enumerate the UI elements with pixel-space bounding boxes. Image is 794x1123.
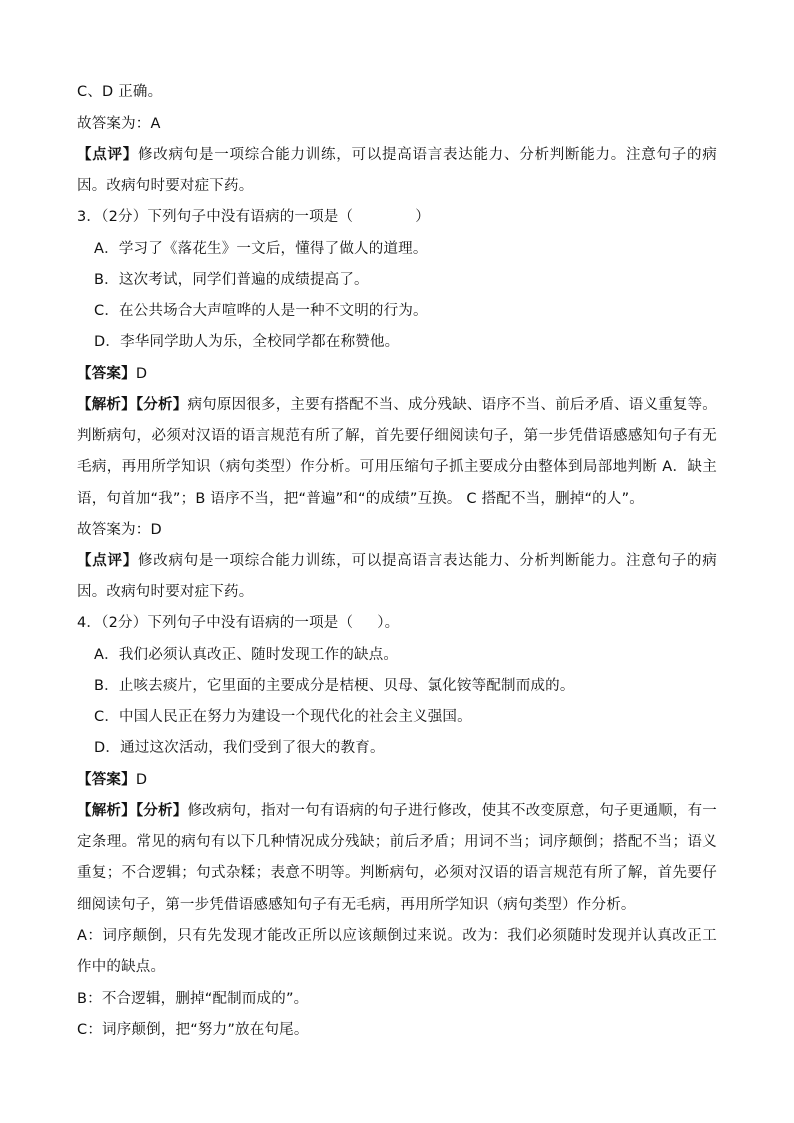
question-4-stem — [77, 614, 717, 632]
question-3-analysis-line: 判断病句，必须对汉语的语言规范有所了解，首先要仔细阅读句子，第一步凭借语感感知句子有无 — [77, 428, 717, 444]
question-4-option-d: D．通过这次活动，我们受到了很大的教育。 — [94, 740, 385, 756]
question-3-analysis-line: 语，句首加“我”；B 语序不当，把“普遍”和“的成绩”互换。 C 搭配不当，删掉“的人”。 — [77, 491, 644, 507]
question-4-note-a: A：词序颠倒，只有先发现才能改正所以应该颠倒过来说。改为：我们必须随时发现并认真改正工 — [77, 928, 717, 944]
analysis-tag: 【解析】【分析】 — [77, 397, 188, 413]
question-stem-close: ） — [415, 209, 430, 225]
answer-value: D — [135, 772, 148, 788]
question-4-option-b: B．止咳去痰片，它里面的主要成分是桔梗、贝母、氯化铵等配制而成的。 — [94, 678, 575, 694]
prev-text-line: C、D 正确。 — [77, 84, 163, 100]
answer-tag: 【答案】 — [77, 772, 136, 788]
question-4-option-c: C．中国人民正在努力为建设一个现代化的社会主义强国。 — [94, 709, 472, 725]
question-4-analysis-line: 定条理。常见的病句有以下几种情况成分残缺；前后矛盾；用词不当；词序颠倒；搭配不当；语义 — [77, 834, 717, 850]
question-3-option-d: D．李华同学助人为乐，全校同学都在称赞他。 — [94, 334, 400, 350]
analysis-text: 修改病句，指对一句有语病的句子进行修改，使其不改变原意，句子更通顺，有一 — [187, 803, 717, 819]
question-3-option-c: C．在公共场合大声喧哗的人是一种不文明的行为。 — [94, 303, 428, 319]
comment-text: 修改病句是一项综合能力训练，可以提高语言表达能力、分析判断能力。注意句子的病 — [138, 553, 717, 569]
question-4-note-b: B：不合逻辑，删掉“配制而成的”。 — [77, 991, 309, 1007]
answer-tag: 【答案】 — [77, 366, 136, 382]
question-3-comment-continued: 因。改病句时要对症下药。 — [77, 584, 254, 600]
question-3-option-a: A．学习了《落花生》一文后，懂得了做人的道理。 — [94, 241, 428, 257]
question-stem-text: 3．（2分）下列句子中没有语病的一项是（ — [77, 209, 354, 225]
question-3-answer — [77, 365, 717, 383]
question-4-note-a-continued: 作中的缺点。 — [77, 959, 166, 975]
question-3-analysis-line: 毛病，再用所学知识（病句类型）作分析。可用压缩句子抓主要成分由整体到局部地判断 A．缺主 — [77, 459, 717, 475]
question-4-analysis-line: 重复；不合逻辑；句式杂糅；表意不明等。判断病句，必须对汉语的语言规范有所了解，首先要仔 — [77, 865, 717, 881]
question-stem-text: 4．（2分）下列句子中没有语病的一项是（ — [77, 615, 354, 631]
comment-text: 修改病句是一项综合能力训练，可以提高语言表达能力、分析判断能力。注意句子的病 — [138, 147, 717, 163]
prev-comment-continued: 因。改病句时要对症下药。 — [77, 178, 254, 194]
prev-answer-label: 故答案为：A — [77, 116, 161, 132]
comment-tag: 【点评】 — [77, 553, 139, 569]
question-4-answer — [77, 771, 717, 789]
prev-comment — [77, 146, 717, 164]
question-4-analysis — [77, 802, 717, 820]
question-4-analysis-line: 细阅读句子，第一步凭借语感感知句子有无毛病，再用所学知识（病句类型）作分析。 — [77, 897, 636, 913]
question-3-answer-label: 故答案为：D — [77, 522, 162, 538]
question-4-note-c: C：词序颠倒，把“努力”放在句尾。 — [77, 1022, 309, 1038]
question-3-analysis — [77, 396, 717, 414]
analysis-text: 病句原因很多，主要有搭配不当、成分残缺、语序不当、前后矛盾、语义重复等。 — [187, 397, 717, 413]
question-3-option-b: B．这次考试，同学们普遍的成绩提高了。 — [94, 272, 369, 288]
analysis-tag: 【解析】【分析】 — [77, 803, 188, 819]
comment-tag: 【点评】 — [77, 147, 139, 163]
question-3-stem — [77, 208, 717, 226]
question-stem-close: ）。 — [377, 615, 400, 631]
question-3-comment — [77, 552, 717, 570]
answer-value: D — [135, 366, 148, 382]
question-4-option-a: A．我们必须认真改正、随时发现工作的缺点。 — [94, 647, 399, 663]
